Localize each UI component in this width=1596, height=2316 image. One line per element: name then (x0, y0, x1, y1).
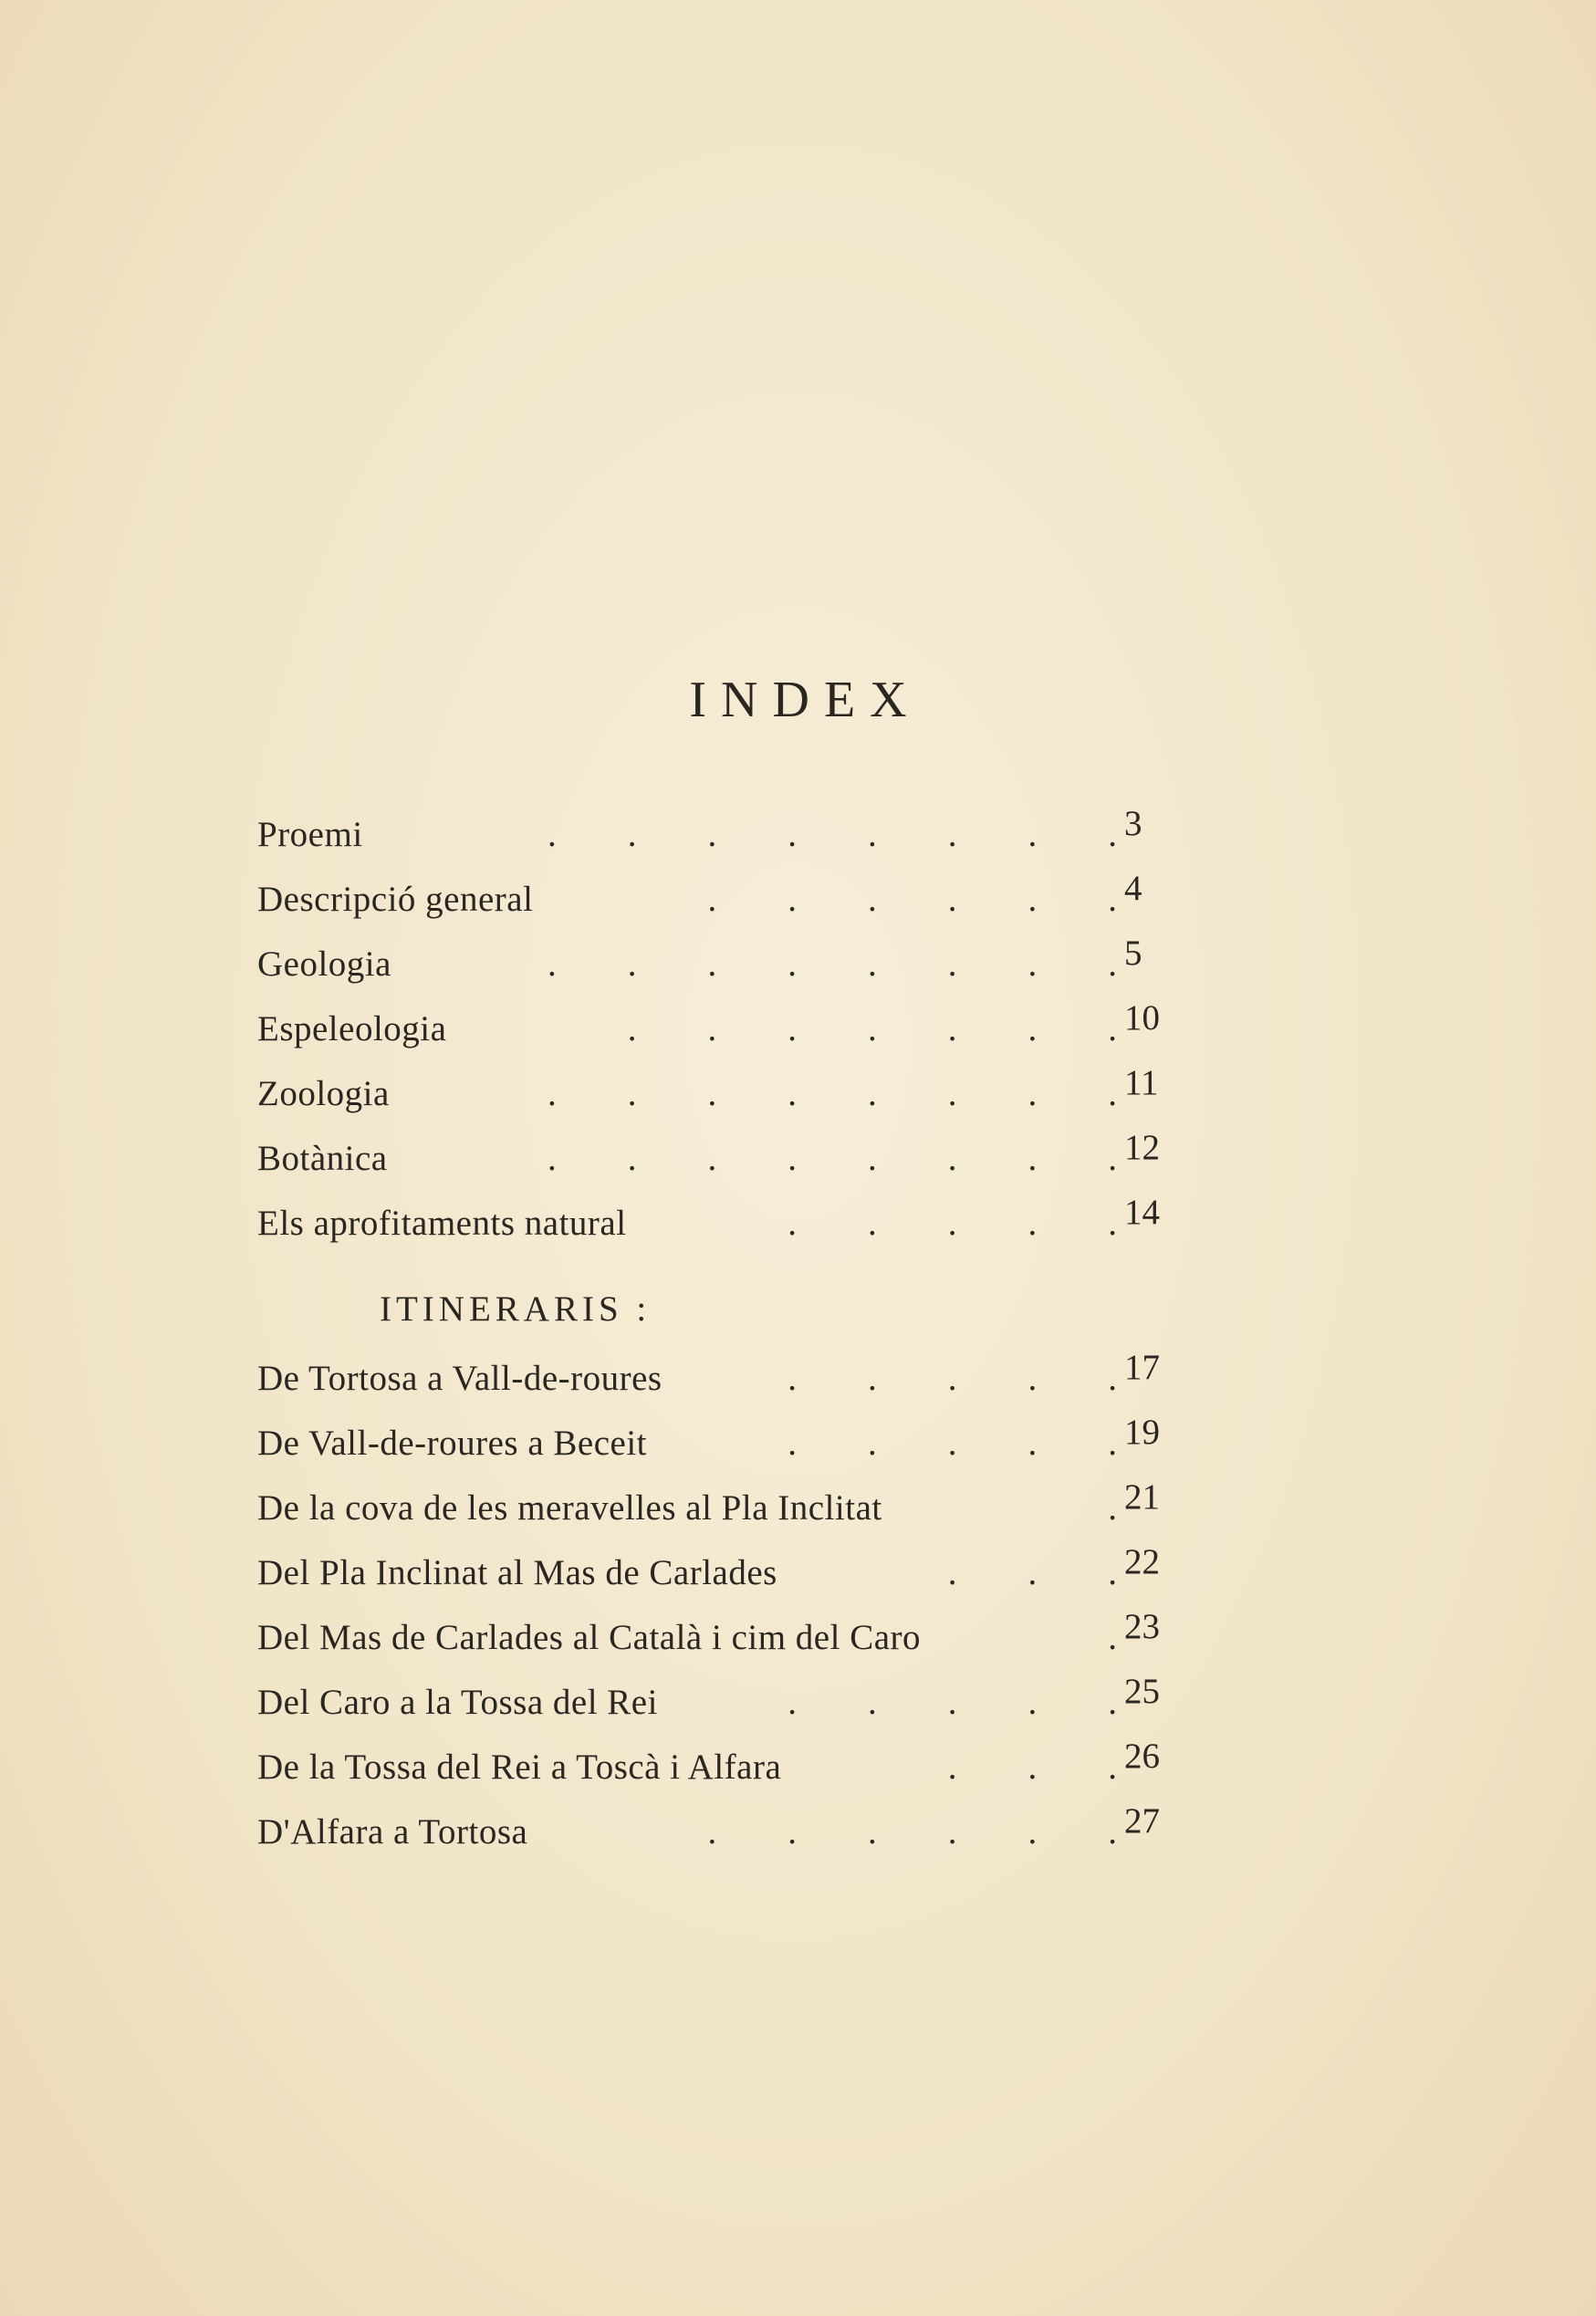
dot-leader: . (1108, 1488, 1117, 1528)
toc-entry (257, 1542, 1188, 1601)
toc-entry-page: 23 (1124, 1607, 1160, 1646)
toc-entry-label: Descripció general (257, 880, 534, 919)
toc-entry-page: 3 (1124, 804, 1142, 843)
dot-leader: . . . . . . (707, 1812, 1117, 1852)
dot-leader: . . . . . (788, 1683, 1117, 1722)
toc-entry-label: Espeleologia (257, 1009, 447, 1048)
dot-leader: . . . (947, 1747, 1117, 1787)
toc-entry (257, 1128, 1188, 1186)
dot-leader: . . . . . (788, 1204, 1117, 1243)
dot-leader: . (1108, 1618, 1117, 1657)
toc-entry-label: Del Pla Inclinat al Mas de Carlades (257, 1553, 777, 1592)
toc-entry-page: 21 (1124, 1477, 1160, 1517)
section-heading: ITINERARIS : (380, 1289, 652, 1329)
toc-entry-label: Del Caro a la Tossa del Rei (257, 1683, 658, 1722)
toc-entry-label: De Vall-de-roures a Beceit (257, 1424, 648, 1463)
toc-entry-page: 27 (1124, 1801, 1160, 1841)
toc-entry (257, 1477, 1188, 1536)
toc-entry (257, 1672, 1188, 1730)
toc-entry (257, 1737, 1188, 1795)
toc-entry (257, 1063, 1188, 1121)
toc-entry-page: 5 (1124, 934, 1142, 973)
toc-entry-page: 10 (1124, 998, 1160, 1038)
dot-leader: . . . (947, 1553, 1117, 1592)
dot-leader: . . . . . . . . (548, 1139, 1117, 1178)
toc-entry (257, 934, 1188, 992)
toc-entry (257, 804, 1188, 862)
toc-entry-label: Botànica (257, 1139, 388, 1178)
toc-entry-page: 14 (1124, 1193, 1160, 1232)
toc-entry-page: 17 (1124, 1348, 1160, 1387)
dot-leader: . . . . . . . . (548, 944, 1117, 984)
page-title: INDEX (689, 672, 922, 728)
toc-entry-label: Geologia (257, 944, 391, 984)
dot-leader: . . . . . (788, 1424, 1117, 1463)
toc-entry (257, 1801, 1188, 1860)
toc-entry-page: 12 (1124, 1128, 1160, 1167)
toc-entry (257, 998, 1188, 1057)
dot-leader: . . . . . (788, 1359, 1117, 1398)
toc-entry-page: 26 (1124, 1737, 1160, 1776)
dot-leader: . . . . . . . . (548, 815, 1117, 854)
toc-entry-label: D'Alfara a Tortosa (257, 1812, 528, 1852)
toc-entry-label: Zoologia (257, 1074, 390, 1113)
dot-leader: . . . . . . (707, 880, 1117, 919)
toc-entry-page: 19 (1124, 1413, 1160, 1452)
toc-entry (257, 1193, 1188, 1251)
toc-entry-label: Del Mas de Carlades al Català i cim del Caro (257, 1618, 922, 1657)
toc-entry (257, 1348, 1188, 1406)
toc-entry-page: 4 (1124, 869, 1142, 908)
toc-entry-page: 22 (1124, 1542, 1160, 1581)
dot-leader: . . . . . . . . (548, 1074, 1117, 1113)
toc-entry (257, 869, 1188, 927)
toc-entry-page: 11 (1124, 1063, 1159, 1102)
dot-leader: . . . . . . . (627, 1009, 1117, 1048)
toc-entry-label: De la cova de les meravelles al Pla Inclitat (257, 1488, 882, 1528)
toc-entry-label: De Tortosa a Vall-de-roures (257, 1359, 662, 1398)
toc-entry (257, 1413, 1188, 1471)
toc-entry-page: 25 (1124, 1672, 1160, 1711)
toc-entry-label: De la Tossa del Rei a Toscà i Alfara (257, 1747, 782, 1787)
toc-entry-label: Proemi (257, 815, 363, 854)
toc-entry (257, 1607, 1188, 1665)
toc-entry-label: Els aprofitaments natural (257, 1204, 627, 1243)
